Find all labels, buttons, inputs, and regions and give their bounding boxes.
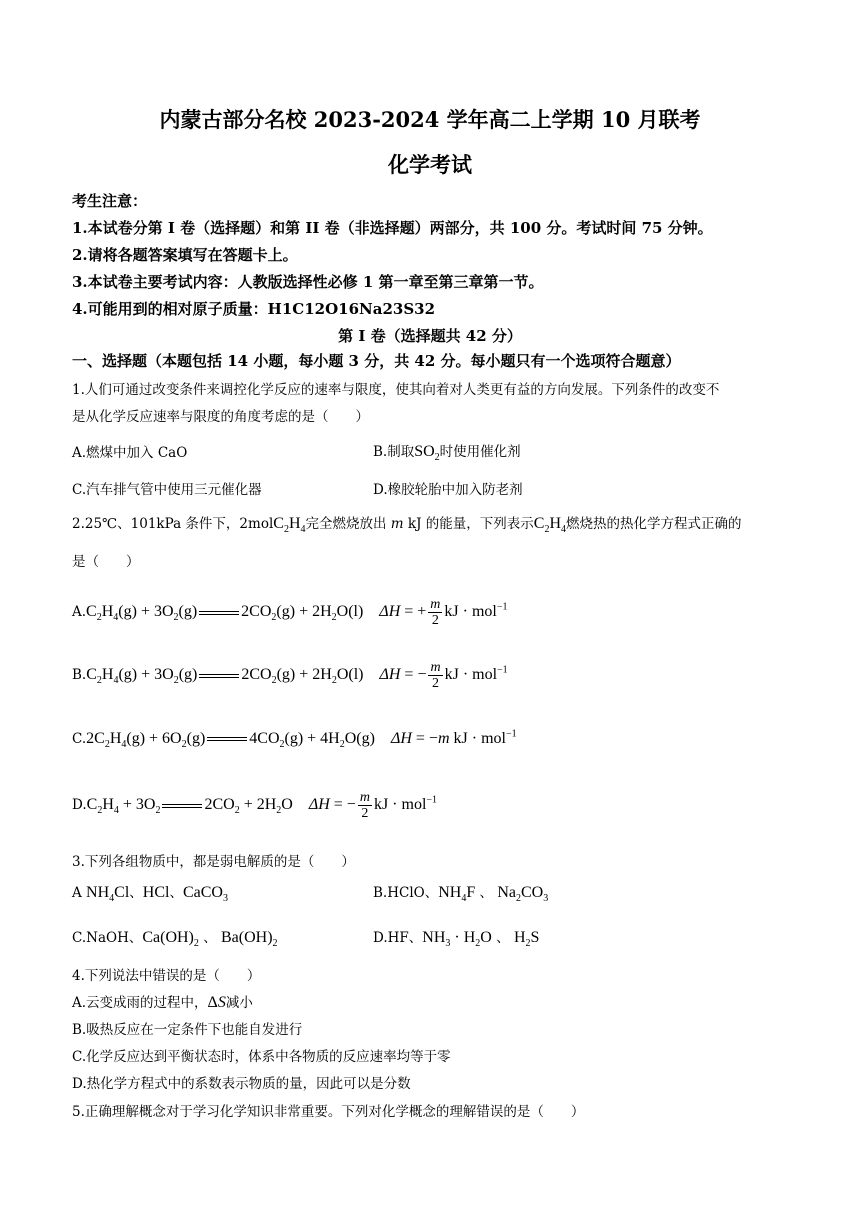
q1-option-d: D.橡胶轮胎中加入防老剂	[373, 482, 523, 498]
q1-stem-line1: 1.人们可通过改变条件来调控化学反应的速率与限度，使其向着对人类更有益的方向发展。下列条件的改变不	[72, 382, 720, 398]
q2-stem-line2: 是（ ）	[72, 554, 140, 570]
notice-item-3: 3.本试卷主要考试内容：人教版选择性必修 1 第一章至第三章第一节。	[72, 273, 544, 291]
q4-option-b: B.吸热反应在一定条件下也能自发进行	[72, 1022, 303, 1038]
q3-option-d: D.HF、$NH_3 \cdot H_2O$ 、 $H_2S$	[373, 929, 540, 950]
q2-option-b: $B.C_2H_4(g) + 3O_2(g) 2CO_2(g) + 2H_2O(l)$ ΔH = − $\frac{m}{2}$ kJ · mol$^{-1}$	[72, 660, 508, 691]
notice-item-4: 4.可能用到的相对原子质量：H1C12O16Na23S32	[72, 300, 436, 318]
q1-option-b: B.制取$SO_2$时使用催化剂	[373, 443, 521, 464]
exam-subtitle: 化学考试	[388, 152, 472, 177]
section-heading: 一、选择题（本题包括 14 小题，每小题 3 分，共 42 分。每小题只有一个选项符合题意）	[72, 352, 681, 370]
q2-option-a: $A.C_2H_4(g) + 3O_2(g) 2CO_2(g) + 2H_2O(l)$ ΔH = + $\frac{m}{2}$ kJ · mol$^{-1}$	[72, 597, 508, 628]
q4-option-c: C.化学反应达到平衡状态时，体系中各物质的反应速率均等于零	[72, 1049, 451, 1065]
q3-option-b: B.HClO、$NH_4F$ 、 $Na_2CO_3$	[373, 884, 549, 905]
q2-option-d: $D.C_2H_4 + 3O_2$ $2CO_2 + 2H_2O$ ΔH = − $\frac{m}{2}$ kJ · mol$^{-1}$	[72, 790, 438, 821]
q4-stem: 4.下列说法中错误的是（ ）	[72, 968, 261, 984]
notice-heading: 考生注意：	[72, 192, 148, 210]
notice-item-1: 1.本试卷分第 I 卷（选择题）和第 II 卷（非选择题）两部分，共 100 分。考试时间 75 分钟。	[72, 219, 713, 237]
q2-option-c: $C.2C_2H_4(g) + 6O_2(g) 4CO_2(g) + 4H_2O(g)$ ΔH = −m kJ · mol$^{-1}$	[72, 728, 517, 751]
q4-option-d: D.热化学方程式中的系数表示物质的量，因此可以是分数	[72, 1076, 411, 1092]
q4-option-a: A.云变成雨的过程中，ΔS减小	[72, 994, 253, 1011]
part1-heading: 第 I 卷（选择题共 42 分）	[338, 327, 522, 345]
q3-stem: 3.下列各组物质中，都是弱电解质的是（ ）	[72, 854, 355, 870]
exam-title: 内蒙古部分名校 2023-2024 学年高二上学期 10 月联考	[159, 107, 701, 132]
q3-option-c: C.NaOH、$Ca(OH)_2$ 、 $Ba(OH)_2$	[72, 929, 278, 950]
q1-option-c: C.汽车排气管中使用三元催化器	[72, 482, 262, 498]
q5-stem: 5.正确理解概念对于学习化学知识非常重要。下列对化学概念的理解错误的是（ ）	[72, 1104, 585, 1120]
q2-stem-line1: 2.25℃、101kPa 条件下，$2molC_2H_4$完全燃烧放出 m kJ 的能量，下列表示$C_2H_4$燃烧热的热化学方程式正确的	[72, 515, 742, 536]
q1-option-a: A.燃煤中加入 CaO	[72, 445, 188, 461]
q1-stem-line2: 是从化学反应速率与限度的角度考虑的是（ ）	[72, 409, 369, 425]
notice-item-2: 2.请将各题答案填写在答题卡上。	[72, 246, 298, 264]
q3-option-a: A $NH_4Cl$、HCl、CaCO$_3$	[72, 884, 228, 905]
